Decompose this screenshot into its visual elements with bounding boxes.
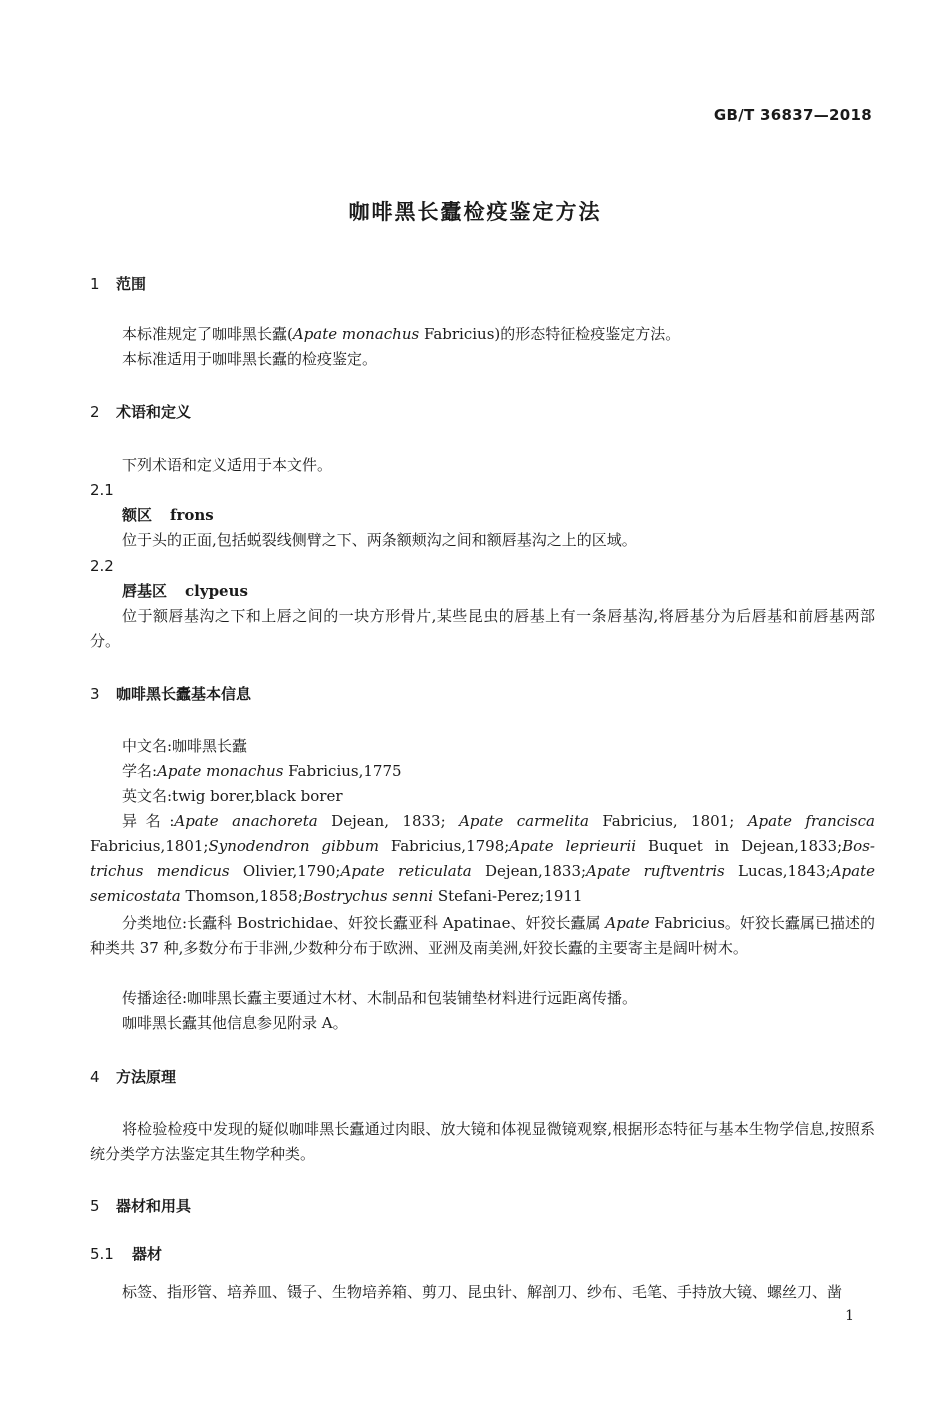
section-title: 范围 [116, 275, 147, 293]
subsection-number: 5.1 [90, 1245, 114, 1263]
term-zh: 额区 [122, 506, 153, 524]
author: Fabricius,1775 [283, 762, 402, 780]
author: Thomson,1858; [180, 887, 303, 905]
subsection-heading-5-1 [90, 1242, 875, 1267]
text: 分类地位:长蠹科 Bostrichidae、奸狡长蠹亚科 Apatinae、奸狡长蠹属 [122, 914, 606, 932]
scientific-name: Apate francisca [747, 812, 875, 830]
paragraph: 本标准适用于咖啡黑长蠹的检疫鉴定。 [122, 350, 378, 368]
scientific-name-line [90, 759, 875, 784]
scientific-name: Apate monachus [292, 325, 420, 343]
synonyms [90, 809, 875, 909]
label: 异名: [122, 812, 175, 830]
synonym-line [90, 884, 875, 909]
page-number: 1 [845, 1308, 854, 1324]
scientific-name: Apate carmelita [459, 812, 589, 830]
scientific-name: Apate anachoreta [174, 812, 318, 830]
author: Buquet in Dejean,1833; [636, 837, 843, 855]
author: Dejean,1833; [471, 862, 587, 880]
subsection-title: 器材 [132, 1245, 163, 1263]
term-en: frons [170, 506, 214, 524]
scientific-name: Bos- [842, 837, 875, 855]
author: Lucas,1843; [724, 862, 831, 880]
scientific-name: Apate reticulata [340, 862, 472, 880]
section-heading-3 [90, 682, 875, 707]
section-title: 方法原理 [116, 1068, 177, 1086]
scientific-name: Apate [830, 862, 875, 880]
section-title: 咖啡黑长蠹基本信息 [116, 685, 252, 703]
author: Fabricius,1798; [378, 837, 510, 855]
term-definition: 位于头的正面,包括蜕裂线侧臂之下、两条额颊沟之间和额唇基沟之上的区域。 [122, 531, 637, 549]
author: Olivier,1790; [229, 862, 341, 880]
document-title: 咖啡黑长蠹检疫鉴定方法 [348, 200, 602, 224]
chinese-name: 中文名:咖啡黑长蠹 [122, 737, 248, 755]
term-entry [90, 579, 907, 604]
author: Fabricius, 1801; [588, 812, 748, 830]
scientific-name: Apate leprieurii [509, 837, 637, 855]
author: Dejean, 1833; [317, 812, 460, 830]
section-number: 3 [90, 685, 100, 703]
scientific-name: Bostrychus senni [302, 887, 434, 905]
section-title: 器材和用具 [116, 1197, 192, 1215]
term-en: clypeus [185, 582, 248, 600]
standard-code: GB/T 36837—2018 [713, 106, 872, 124]
term-zh: 唇基区 [122, 582, 168, 600]
term-entry [90, 503, 907, 528]
section-heading-2 [90, 400, 875, 425]
author: Stefani-Perez;1911 [433, 887, 583, 905]
spread-route: 传播途径:咖啡黑长蠹主要通过木材、木制品和包装铺垫材料进行远距离传播。 [122, 989, 638, 1007]
text: Fabricius)的形态特征检疫鉴定方法。 [419, 325, 681, 343]
section-heading-1 [90, 272, 875, 297]
text: 本标准规定了咖啡黑长蠹( [122, 325, 293, 343]
section-number: 2 [90, 403, 100, 421]
section-title: 术语和定义 [116, 403, 192, 421]
english-name: 英文名:twig borer,black borer [122, 787, 343, 805]
text: Fabricius。奸狡长蠹属已描述的种类共 37 种,多数分布于非洲,少数种分布于欧洲、亚洲及南美洲,奸狡长蠹的主要寄主是阔叶树木。 [90, 914, 876, 957]
scientific-name: semicostata [90, 887, 181, 905]
scientific-name: trichus mendicus [90, 862, 230, 880]
section-number: 5 [90, 1197, 100, 1215]
section-number: 1 [90, 275, 100, 293]
paragraph: 标签、指形管、培养皿、镊子、生物培养箱、剪刀、昆虫针、解剖刀、纱布、毛笔、手持放大镜、螺丝刀、凿 [122, 1283, 843, 1301]
scientific-name: Apate monachus [157, 762, 284, 780]
section-heading-4 [90, 1065, 875, 1090]
section-heading-5 [90, 1194, 875, 1219]
term-definition: 位于额唇基沟之下和上唇之间的一块方形骨片,某些昆虫的唇基上有一条唇基沟,将唇基分为后唇基和前唇基两部分。 [90, 607, 875, 650]
scientific-name: Apate [605, 914, 650, 932]
paragraph [90, 322, 875, 347]
section-number: 4 [90, 1068, 100, 1086]
synonym-line [90, 834, 875, 859]
term-number: 2.1 [90, 481, 114, 499]
scientific-name: Apate ruftventris [586, 862, 725, 880]
classification [90, 911, 875, 961]
term-number: 2.2 [90, 557, 114, 575]
scientific-name: Synodendron gibbum [208, 837, 379, 855]
synonym-line [90, 859, 875, 884]
synonym-line [90, 809, 875, 834]
author: Fabricius,1801; [90, 837, 209, 855]
paragraph: 下列术语和定义适用于本文件。 [122, 456, 333, 474]
label: 学名: [122, 762, 158, 780]
paragraph: 将检验检疫中发现的疑似咖啡黑长蠹通过肉眼、放大镜和体视显微镜观察,根据形态特征与基本生物学信息,按照系统分类学方法鉴定其生物学种类。 [90, 1120, 875, 1163]
other-info: 咖啡黑长蠹其他信息参见附录 A。 [122, 1014, 348, 1032]
